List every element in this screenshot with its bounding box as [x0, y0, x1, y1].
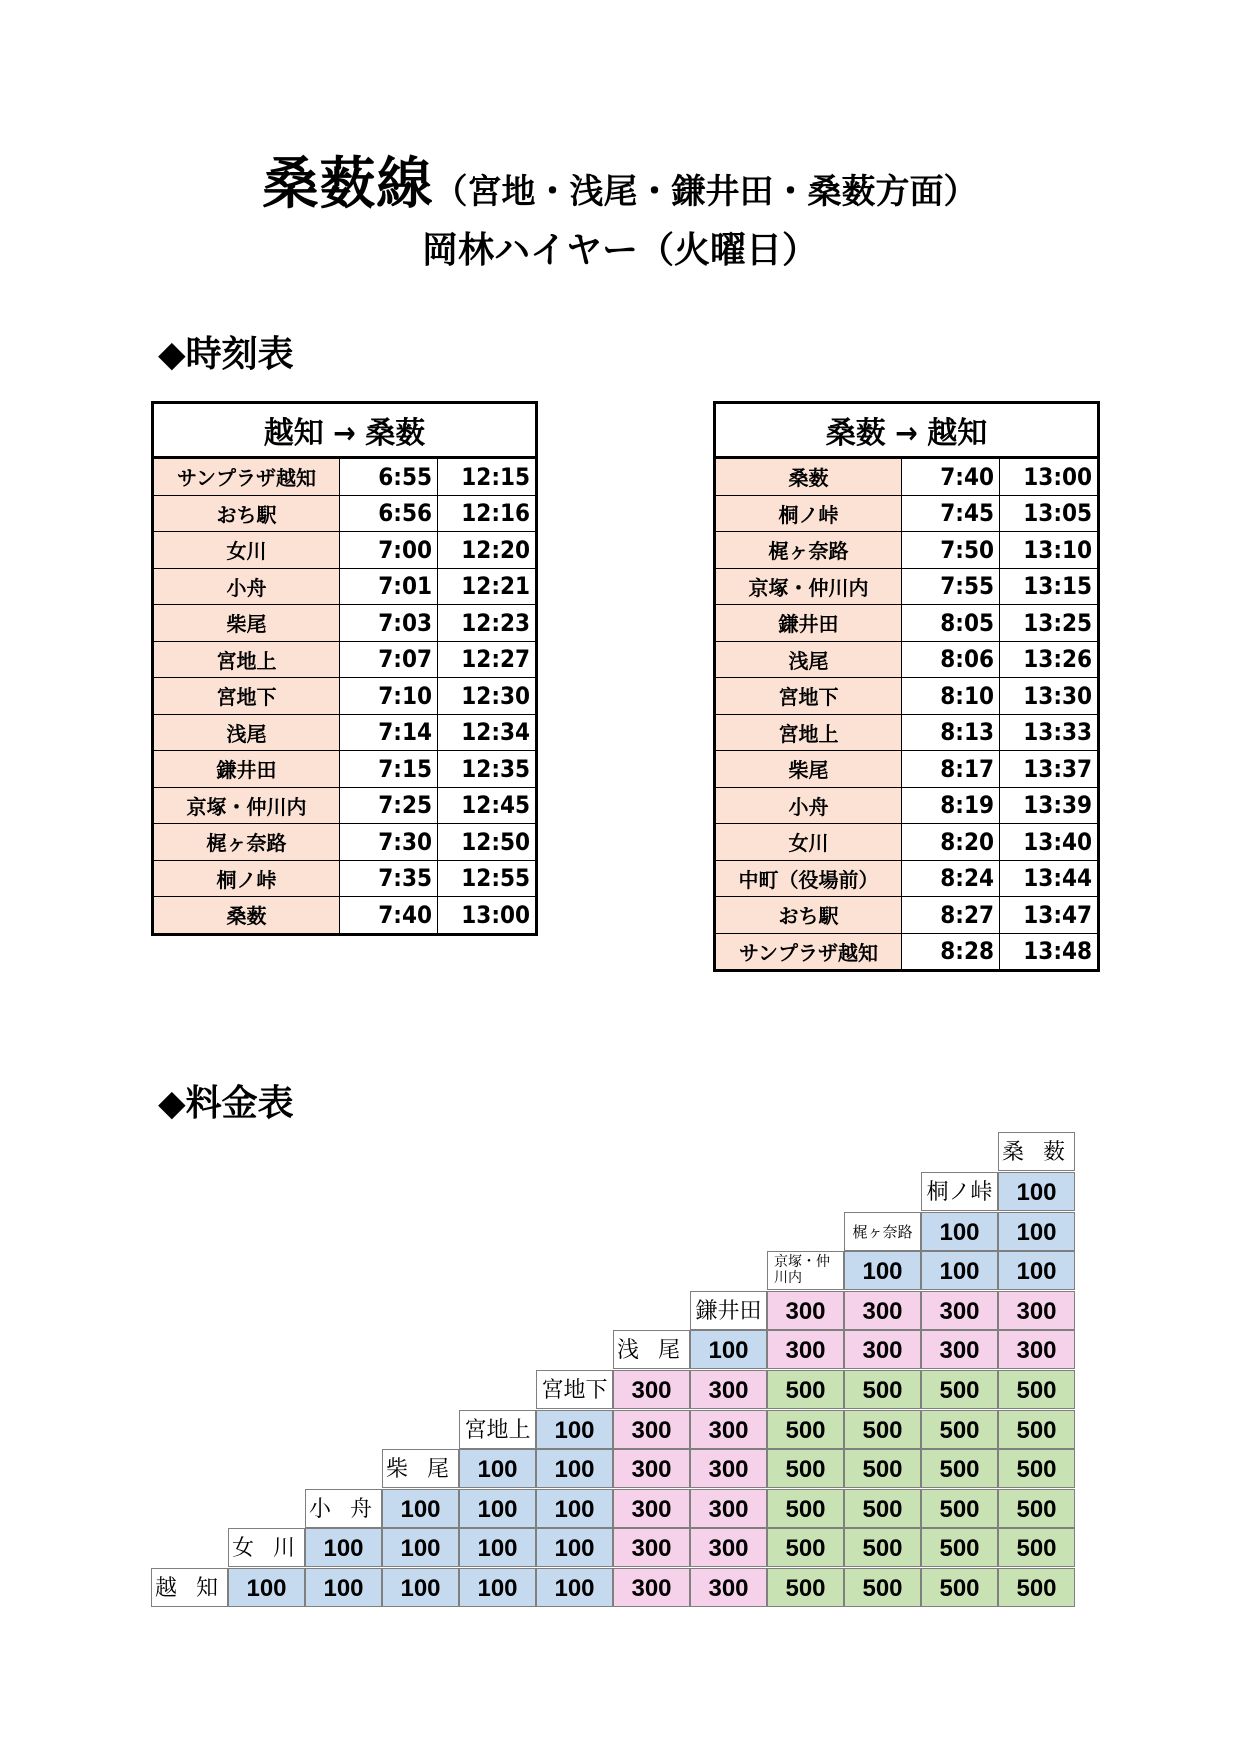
station-cell: 浅尾 [153, 714, 340, 751]
timetable-row [153, 568, 537, 605]
fare-cell: 300 [613, 1489, 690, 1528]
station-cell: 鎌井田 [153, 751, 340, 788]
fare-cell: 100 [536, 1568, 613, 1607]
timetable-row [715, 458, 1099, 496]
timetable-row [153, 897, 537, 935]
time-cell-1: 7:30 [340, 824, 438, 861]
time-cell-2: 13:15 [1000, 568, 1099, 605]
fare-cell: 100 [921, 1212, 998, 1251]
timetable-inbound [713, 401, 1100, 972]
fare-cell: 300 [844, 1330, 921, 1369]
fare-cell: 100 [690, 1330, 767, 1369]
station-cell: 桑薮 [153, 897, 340, 935]
fare-station-label: 鎌井田 [690, 1291, 767, 1330]
fare-cell: 100 [382, 1489, 459, 1528]
timetable-row [153, 532, 537, 569]
fare-cell: 500 [998, 1410, 1075, 1449]
time-cell-2: 12:27 [438, 641, 537, 678]
station-cell: 京塚・仲川内 [153, 787, 340, 824]
fare-station-label: 桐ノ峠 [921, 1172, 998, 1211]
fare-cell: 100 [844, 1251, 921, 1290]
fare-cell: 300 [613, 1449, 690, 1488]
time-cell-1: 7:01 [340, 568, 438, 605]
fare-cell: 300 [998, 1291, 1075, 1330]
fare-cell: 300 [921, 1330, 998, 1369]
time-cell-2: 13:39 [1000, 787, 1099, 824]
station-cell: 女川 [715, 824, 902, 861]
timetable-row [153, 824, 537, 861]
fare-cell: 300 [690, 1370, 767, 1409]
fare-cell: 500 [767, 1568, 844, 1607]
timetable-row [715, 824, 1099, 861]
fare-station-label: 浅 尾 [613, 1330, 690, 1369]
title-main: 桑薮線 [262, 152, 434, 217]
station-cell: 柴尾 [153, 605, 340, 642]
station-cell: 浅尾 [715, 641, 902, 678]
time-cell-1: 8:27 [902, 897, 1000, 934]
time-cell-1: 7:40 [340, 897, 438, 935]
timetable-row [715, 751, 1099, 788]
fare-cell: 500 [767, 1449, 844, 1488]
timetable-row [153, 860, 537, 897]
time-cell-2: 13:00 [1000, 458, 1099, 496]
fare-cell: 100 [382, 1528, 459, 1567]
time-cell-2: 12:50 [438, 824, 537, 861]
time-cell-2: 12:15 [438, 458, 537, 496]
fare-cell: 500 [921, 1449, 998, 1488]
fare-station-label: 宮地上 [459, 1410, 536, 1449]
station-cell: サンプラザ越知 [153, 458, 340, 496]
fare-cell: 100 [536, 1489, 613, 1528]
time-cell-2: 13:30 [1000, 678, 1099, 715]
station-cell: 小舟 [715, 787, 902, 824]
time-cell-1: 8:05 [902, 605, 1000, 642]
timetable-row [153, 714, 537, 751]
fare-cell: 500 [921, 1528, 998, 1567]
timetable-row [153, 751, 537, 788]
timetable-row [715, 714, 1099, 751]
fare-cell: 300 [690, 1489, 767, 1528]
fare-cell: 300 [690, 1568, 767, 1607]
fare-cell: 500 [921, 1370, 998, 1409]
fare-cell: 100 [998, 1251, 1075, 1290]
timetable-outbound-header: 越知 → 桑薮 [153, 403, 537, 458]
time-cell-2: 13:10 [1000, 532, 1099, 569]
fare-station-label: 越 知 [151, 1568, 228, 1607]
timetable-row [715, 568, 1099, 605]
fare-cell: 100 [382, 1568, 459, 1607]
timetable-row [153, 458, 537, 496]
station-cell: 宮地下 [153, 678, 340, 715]
fare-station-label: 小 舟 [305, 1489, 382, 1528]
page-subtitle: 岡林ハイヤー（火曜日） [421, 230, 818, 271]
time-cell-2: 13:00 [438, 897, 537, 935]
time-cell-1: 7:10 [340, 678, 438, 715]
station-cell: 中町（役場前） [715, 860, 902, 897]
station-cell: 桐ノ峠 [715, 495, 902, 532]
time-cell-2: 12:55 [438, 860, 537, 897]
fare-cell: 500 [844, 1410, 921, 1449]
fare-cell: 500 [767, 1489, 844, 1528]
fare-cell: 500 [921, 1410, 998, 1449]
fare-cell: 100 [459, 1489, 536, 1528]
fare-cell: 300 [613, 1370, 690, 1409]
timetable-outbound [151, 401, 538, 936]
fare-cell: 500 [921, 1489, 998, 1528]
timetable-row [715, 933, 1099, 971]
timetable-heading: ◆時刻表 [158, 334, 294, 375]
fare-cell: 100 [459, 1568, 536, 1607]
time-cell-1: 7:50 [902, 532, 1000, 569]
timetable-row [153, 787, 537, 824]
fare-cell: 100 [998, 1172, 1075, 1211]
fare-cell: 500 [998, 1449, 1075, 1488]
station-cell: おち駅 [715, 897, 902, 934]
time-cell-1: 7:55 [902, 568, 1000, 605]
fare-cell: 300 [613, 1568, 690, 1607]
station-cell: サンプラザ越知 [715, 933, 902, 971]
time-cell-2: 13:47 [1000, 897, 1099, 934]
time-cell-1: 7:14 [340, 714, 438, 751]
time-cell-2: 12:30 [438, 678, 537, 715]
timetable-row [715, 605, 1099, 642]
fare-cell: 100 [536, 1410, 613, 1449]
fare-cell: 500 [844, 1370, 921, 1409]
timetable-row [715, 495, 1099, 532]
fare-cell: 300 [690, 1528, 767, 1567]
title-sub: （宮地・浅尾・鎌井田・桑薮方面） [433, 172, 978, 212]
time-cell-2: 13:05 [1000, 495, 1099, 532]
fare-cell: 500 [844, 1528, 921, 1567]
time-cell-1: 7:35 [340, 860, 438, 897]
time-cell-2: 13:48 [1000, 933, 1099, 971]
time-cell-2: 13:40 [1000, 824, 1099, 861]
fare-cell: 500 [998, 1370, 1075, 1409]
page-title [0, 140, 1240, 220]
time-cell-1: 8:19 [902, 787, 1000, 824]
time-cell-2: 12:23 [438, 605, 537, 642]
fare-cell: 300 [998, 1330, 1075, 1369]
fare-station-label: 宮地下 [536, 1370, 613, 1409]
fare-cell: 300 [767, 1291, 844, 1330]
fare-cell: 300 [844, 1291, 921, 1330]
time-cell-2: 12:21 [438, 568, 537, 605]
station-cell: 桑薮 [715, 458, 902, 496]
timetable-inbound-header: 桑薮 → 越知 [715, 403, 1099, 458]
time-cell-1: 8:10 [902, 678, 1000, 715]
time-cell-2: 12:35 [438, 751, 537, 788]
station-cell: 梶ヶ奈路 [715, 532, 902, 569]
fare-cell: 300 [767, 1330, 844, 1369]
fare-cell: 100 [459, 1528, 536, 1567]
time-cell-1: 8:06 [902, 641, 1000, 678]
station-cell: 柴尾 [715, 751, 902, 788]
time-cell-1: 7:03 [340, 605, 438, 642]
fare-cell: 500 [844, 1568, 921, 1607]
fare-cell: 300 [613, 1528, 690, 1567]
fare-cell: 300 [690, 1410, 767, 1449]
fare-station-label: 桑 薮 [998, 1132, 1075, 1171]
time-cell-1: 8:20 [902, 824, 1000, 861]
time-cell-2: 13:26 [1000, 641, 1099, 678]
fare-cell: 100 [998, 1212, 1075, 1251]
time-cell-1: 6:55 [340, 458, 438, 496]
timetable-row [715, 532, 1099, 569]
station-cell: 鎌井田 [715, 605, 902, 642]
fare-cell: 500 [767, 1528, 844, 1567]
time-cell-1: 8:17 [902, 751, 1000, 788]
fare-cell: 500 [998, 1489, 1075, 1528]
time-cell-1: 7:25 [340, 787, 438, 824]
station-cell: 宮地上 [153, 641, 340, 678]
fare-cell: 500 [998, 1568, 1075, 1607]
timetable-row [715, 787, 1099, 824]
time-cell-1: 7:00 [340, 532, 438, 569]
time-cell-1: 8:13 [902, 714, 1000, 751]
time-cell-1: 7:07 [340, 641, 438, 678]
fare-station-label: 京塚・仲川内 [767, 1251, 844, 1290]
station-cell: 桐ノ峠 [153, 860, 340, 897]
timetable-row [715, 897, 1099, 934]
fare-cell: 300 [921, 1291, 998, 1330]
fare-cell: 500 [844, 1449, 921, 1488]
fare-cell: 100 [305, 1568, 382, 1607]
timetable-row [153, 678, 537, 715]
time-cell-1: 8:28 [902, 933, 1000, 971]
time-cell-1: 7:40 [902, 458, 1000, 496]
time-cell-1: 7:15 [340, 751, 438, 788]
timetable-row [715, 860, 1099, 897]
timetable-row [153, 605, 537, 642]
time-cell-2: 13:44 [1000, 860, 1099, 897]
timetable-row [153, 641, 537, 678]
time-cell-1: 6:56 [340, 495, 438, 532]
time-cell-1: 7:45 [902, 495, 1000, 532]
time-cell-2: 13:33 [1000, 714, 1099, 751]
station-cell: 宮地上 [715, 714, 902, 751]
fare-cell: 500 [844, 1489, 921, 1528]
timetable-row [715, 641, 1099, 678]
fare-cell: 100 [536, 1528, 613, 1567]
fare-cell: 300 [690, 1449, 767, 1488]
fare-cell: 100 [536, 1449, 613, 1488]
station-cell: おち駅 [153, 495, 340, 532]
fare-cell: 500 [998, 1528, 1075, 1567]
station-cell: 宮地下 [715, 678, 902, 715]
fare-heading: ◆料金表 [158, 1083, 294, 1124]
time-cell-2: 12:34 [438, 714, 537, 751]
fare-cell: 100 [921, 1251, 998, 1290]
fare-station-label: 梶ヶ奈路 [844, 1212, 921, 1251]
station-cell: 梶ヶ奈路 [153, 824, 340, 861]
timetable-row [153, 495, 537, 532]
timetable-row [715, 678, 1099, 715]
time-cell-2: 12:20 [438, 532, 537, 569]
fare-cell: 100 [305, 1528, 382, 1567]
time-cell-2: 12:45 [438, 787, 537, 824]
time-cell-2: 12:16 [438, 495, 537, 532]
station-cell: 小舟 [153, 568, 340, 605]
time-cell-2: 13:37 [1000, 751, 1099, 788]
time-cell-1: 8:24 [902, 860, 1000, 897]
station-cell: 女川 [153, 532, 340, 569]
fare-cell: 500 [767, 1370, 844, 1409]
fare-cell: 300 [613, 1410, 690, 1449]
fare-cell: 100 [228, 1568, 305, 1607]
time-cell-2: 13:25 [1000, 605, 1099, 642]
fare-cell: 500 [767, 1410, 844, 1449]
fare-cell: 100 [459, 1449, 536, 1488]
fare-station-label: 柴 尾 [382, 1449, 459, 1488]
station-cell: 京塚・仲川内 [715, 568, 902, 605]
fare-station-label: 女 川 [228, 1528, 305, 1567]
fare-cell: 500 [921, 1568, 998, 1607]
